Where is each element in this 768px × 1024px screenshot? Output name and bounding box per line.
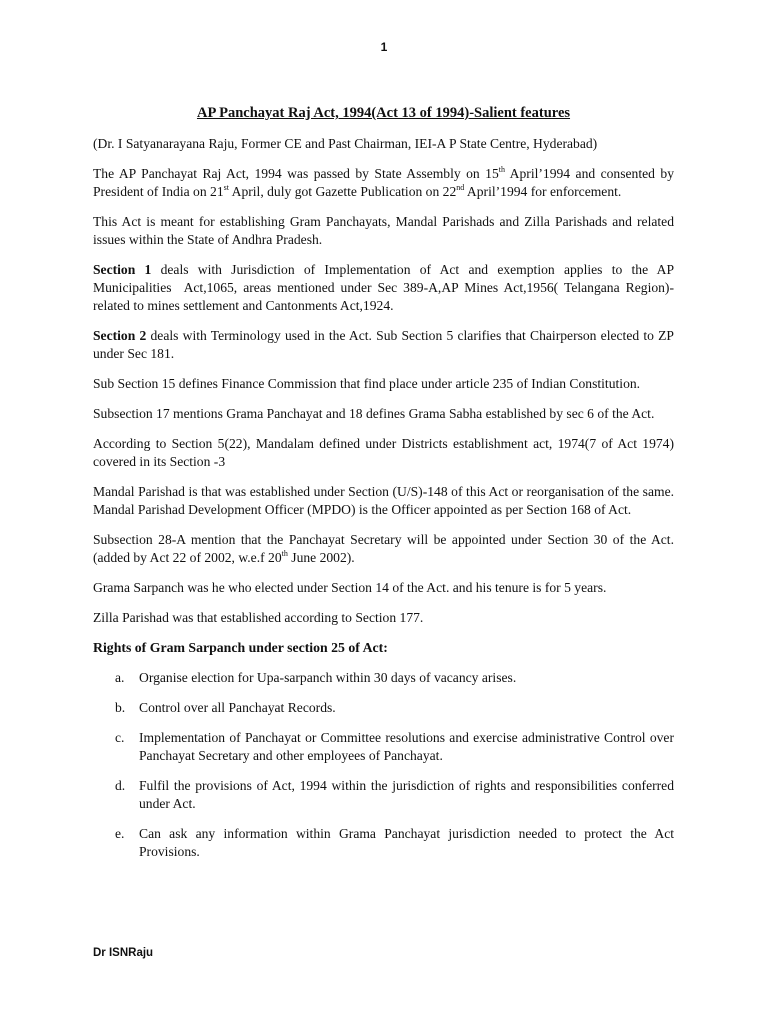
list-marker: e. bbox=[115, 826, 125, 841]
author-byline: (Dr. I Satyanarayana Raju, Former CE and Past Chairman, IEI-A P State Centre, Hyderabad) bbox=[93, 136, 598, 151]
zilla-parishad-paragraph: Zilla Parishad was that established according to Section 177. bbox=[93, 610, 424, 625]
rights-list bbox=[93, 669, 674, 861]
section-1-label: Section 1 bbox=[93, 262, 152, 277]
subsection-17-paragraph: Subsection 17 mentions Grama Panchayat and 18 defines Grama Sabha established by sec 6 of the Act. bbox=[93, 406, 655, 421]
intro-paragraph: The AP Panchayat Raj Act, 1994 was passed by State Assembly on 15th April’1994 and consented by President of India on 21st April, duly got Gazette Publication on 22nd April’1994 for enforcement. bbox=[93, 165, 674, 199]
section-2-label: Section 2 bbox=[93, 328, 147, 343]
list-item: d. Fulfil the provisions of Act, 1994 within the jurisdiction of rights and responsibilities conferred under Act. bbox=[115, 778, 674, 811]
document-body bbox=[93, 104, 674, 873]
list-marker: a. bbox=[115, 670, 125, 685]
mandal-parishad-paragraph: Mandal Parishad is that was established under Section (U/S)-148 of this Act or reorganisation of the same. Mandal Parishad Development Officer (MPDO) is the Officer appointed as per Section 168 of Act. bbox=[93, 484, 674, 517]
subsection-28a-paragraph: Subsection 28-A mention that the Panchayat Secretary will be appointed under Section 30 of the Act. (added by Act 22 of 2002, w.e.f 20th June 2002). bbox=[93, 532, 674, 565]
list-marker: b. bbox=[115, 700, 126, 715]
purpose-paragraph: This Act is meant for establishing Gram Panchayats, Mandal Parishads and Zilla Parishads and related issues within the State of Andhra Pradesh. bbox=[93, 214, 674, 247]
page-footer: Dr ISNRaju bbox=[93, 947, 154, 959]
list-item: e. Can ask any information within Grama Panchayat jurisdiction needed to protect the Act Provisions. bbox=[115, 826, 674, 859]
grama-sarpanch-paragraph: Grama Sarpanch was he who elected under Section 14 of the Act. and his tenure is for 5 years. bbox=[93, 580, 607, 595]
section-5-paragraph: According to Section 5(22), Mandalam defined under Districts establishment act, 1974(7 of Act 1974) covered in its Section -3 bbox=[93, 436, 674, 469]
list-item: a. Organise election for Upa-sarpanch within 30 days of vacancy arises. bbox=[115, 670, 517, 685]
subsection-15-paragraph: Sub Section 15 defines Finance Commission that find place under article 235 of Indian Constitution. bbox=[93, 376, 641, 391]
rights-heading: Rights of Gram Sarpanch under section 25 of Act: bbox=[93, 640, 388, 655]
document-title: AP Panchayat Raj Act, 1994(Act 13 of 1994)-Salient features bbox=[196, 105, 571, 121]
list-marker: c. bbox=[115, 730, 125, 745]
list-item: b. Control over all Panchayat Records. bbox=[115, 700, 336, 715]
section-2-paragraph: Section 2 deals with Terminology used in the Act. Sub Section 5 clarifies that Chairperson elected to ZP under Sec 181. bbox=[93, 328, 674, 361]
list-item: c. Implementation of Panchayat or Committee resolutions and exercise administrative Control over Panchayat Secretary and other employees of Panchayat. bbox=[115, 730, 674, 763]
list-marker: d. bbox=[115, 778, 126, 793]
page-number: 1 bbox=[380, 40, 388, 54]
section-1-paragraph: Section 1 deals with Jurisdiction of Implementation of Act and exemption applies to the AP Municipalities Act,1065, areas mentioned under Sec 389-A,AP Mines Act,1956( Telangana Region)-related to mines settlement and Cantonments Act,1924. bbox=[93, 262, 674, 313]
